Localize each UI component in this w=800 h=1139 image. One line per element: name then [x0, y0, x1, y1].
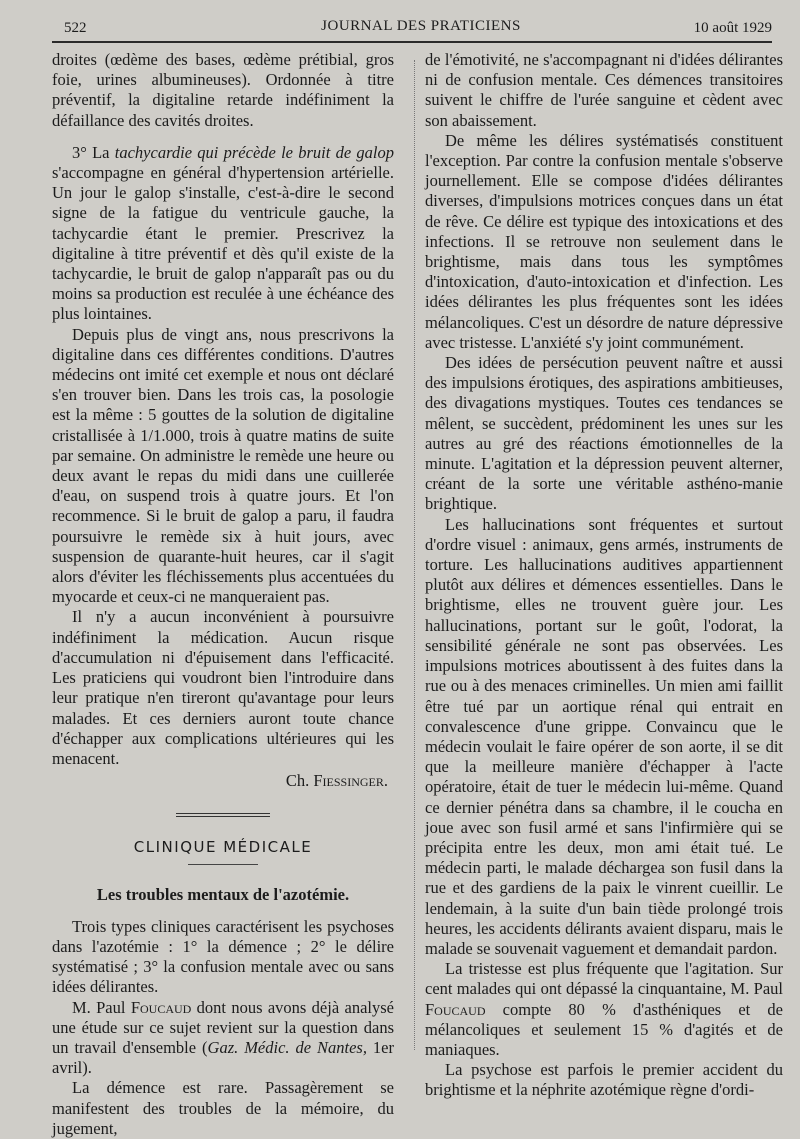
paragraph: De même les délires systématisés constituent l'exception. Par contre la confusion mentale s'observe journellement. Elle se compose d'idées délirantes diverses, d'impulsions motrices conçues dans un état de rêve. Ce délire est typique des intoxications et des infections. Il se retrouve non seulement dans le brightisme, mais dans tous les symptômes d'intoxication, d'auto-intoxication et d'infection. Les idées délirantes les plus fréquentes sont les idées mélancoliques. C'est un désordre de nature dépressive avec tristesse. L'anxiété s'y joint communément.	[425, 130, 783, 352]
running-header	[52, 16, 790, 40]
article-title: Les troubles mentaux de l'azotémie.	[96, 884, 350, 904]
paragraph: Les hallucinations sont fréquentes et surtout d'ordre visuel : animaux, gens armés, instruments de torture. Les hallucinations auditives appartiennent plutôt aux délires et démences essentielles. Dans le brightisme, elles ne trouvent guère jour. Les hallucinations, portant sur le goût, l'odorat, la sensibilité générale ne sont pas observées. Les impulsions motrices aboutissent à des fuites dans la rue ou à des menaces criminelles. Un mien ami faillit être tué par un aortique rénal qui entrait en convalescence d'une grippe. Convaincu que le médecin voulait le faire opérer de son aorte, il se dit que la meilleure manière d'échapper à l'acte opératoire, était de tuer le médecin lui-même. Quand ce dernier pénétra dans sa chambre, il le coucha en joue avec son fusil armé et sans l'infirmière qui se précipita entre les deux, mon ami était tué. Le médecin parti, le malade déchargea son fusil dans la rue et des gardiens de la paix le vinrent cueillir. Le lendemain, à la suite d'un bain tiède prolongé trois heures, les accidents délirants avaient disparu, mais le malade se souvenait vaguement et demandait pardon.	[425, 514, 783, 958]
paragraph: droites (œdème des bases, œdème prétibial, gros foie, urines albumineuses). Ordonnée à titre préventif, la digitaline retarde indéfiniment la défaillance des cavités droites.	[52, 50, 394, 130]
paragraph: Trois types cliniques caractérisent les psychoses dans l'azotémie : 1° la démence ; 2° le délire systématisé ; 3° la confusion mentale avec ou sans idées délirantes.	[52, 916, 394, 997]
paragraph: M. Paul Foucaud dont nous avons déjà analysé une étude sur ce sujet revient sur la question dans un travail d'ensemble (Gaz. Médic. de Nantes, 1er avril).	[52, 997, 395, 1078]
section-rule	[188, 864, 258, 865]
journal-title: JOURNAL DES PRATICIENS	[321, 18, 521, 34]
right-column	[425, 50, 783, 1101]
separator-rule	[176, 813, 270, 817]
paragraph: de l'émotivité, ne s'accompagnant ni d'idées délirantes ni de confusion mentale. Ces démences transitoires suivent le chiffre de l'urée sanguine et cèdent avec son abaissement.	[425, 50, 783, 130]
paragraph: La démence est rare. Passagèrement se manifestent des troubles de la mémoire, du jugement,	[52, 1078, 394, 1138]
section-heading: CLINIQUE MÉDICALE	[133, 838, 313, 857]
paragraph: Depuis plus de vingt ans, nous prescrivons la digitaline dans ces différentes conditions. D'autres médecins ont imité cet exemple et nous ont déclaré s'en trouver bien. Dans les trois cas, la posologie est la même : 5 gouttes de la solution de digitaline cristallisée à 1/1.000, trois à quatre matins de suite par semaine. On administre le remède une heure ou deux avant le repas du midi dans une cuillerée d'eau, on suspend trois à quatre jours. Et l'on recommence. Si le bruit de galop a paru, il faudra poursuivre le remède six à huit jours, avec suspension de quarante-huit heures, car il s'agit alors d'éviter les fléchissements plus accentuées du myocarde et ceux-ci ne manqueraient pas.	[52, 324, 394, 607]
paragraph: Des idées de persécution peuvent naître et aussi des impulsions érotiques, des aspirations ambitieuses, des divagations mystiques. Toutes ces tendances se mêlent, se succèdent, prédominent les unes sur les autres au gré des réactions émotionnelles de la minute. L'agitation et la dépression peuvent alterner, créant de la sorte une véritable asthéno-manie brightique.	[425, 353, 783, 514]
issue-date: 10 août 1929	[693, 20, 772, 36]
paragraph: La psychose est parfois le premier accident du brightisme et la néphrite azotémique règne d'ordi-	[425, 1060, 783, 1100]
paragraph: Il n'y a aucun inconvénient à poursuivre indéfiniment la médication. Aucun risque d'accumulation ni d'épuisement dans l'efficacité. Les praticiens qui voudront bien l'introduire dans leur pratique n'en tireront qu'avantage pour leurs malades. Et ces derniers auront toute chance d'échapper aux complications ultérieures qui les menacent.	[52, 607, 394, 768]
left-column	[52, 50, 394, 1139]
paragraph: 3° La tachycardie qui précède le bruit de galop s'accompagne en général d'hypertension artérielle. Un jour le galop s'installe, c'est-à-dire le second signe de la fatigue du ventricule gauche, la tachycardie étant le premier. Prescrivez la digitaline à titre préventif et dès qu'il existe de la tachycardie, le bruit de galop n'apparaît pas ou du moins sa production est reculée à une échéance des plus lointaines.	[52, 142, 394, 324]
paragraph: La tristesse est plus fréquente que l'agitation. Sur cent malades qui ont dépassé la cinquantaine, M. Paul Foucaud compte 80 % d'asthéniques et de mélancoliques et seulement 15 % d'agités et de maniaques.	[425, 959, 783, 1059]
column-divider	[414, 60, 415, 1050]
header-rule	[52, 41, 772, 43]
page-number: 522	[64, 20, 87, 36]
author-signature: Ch. Fiessinger.	[285, 771, 388, 791]
